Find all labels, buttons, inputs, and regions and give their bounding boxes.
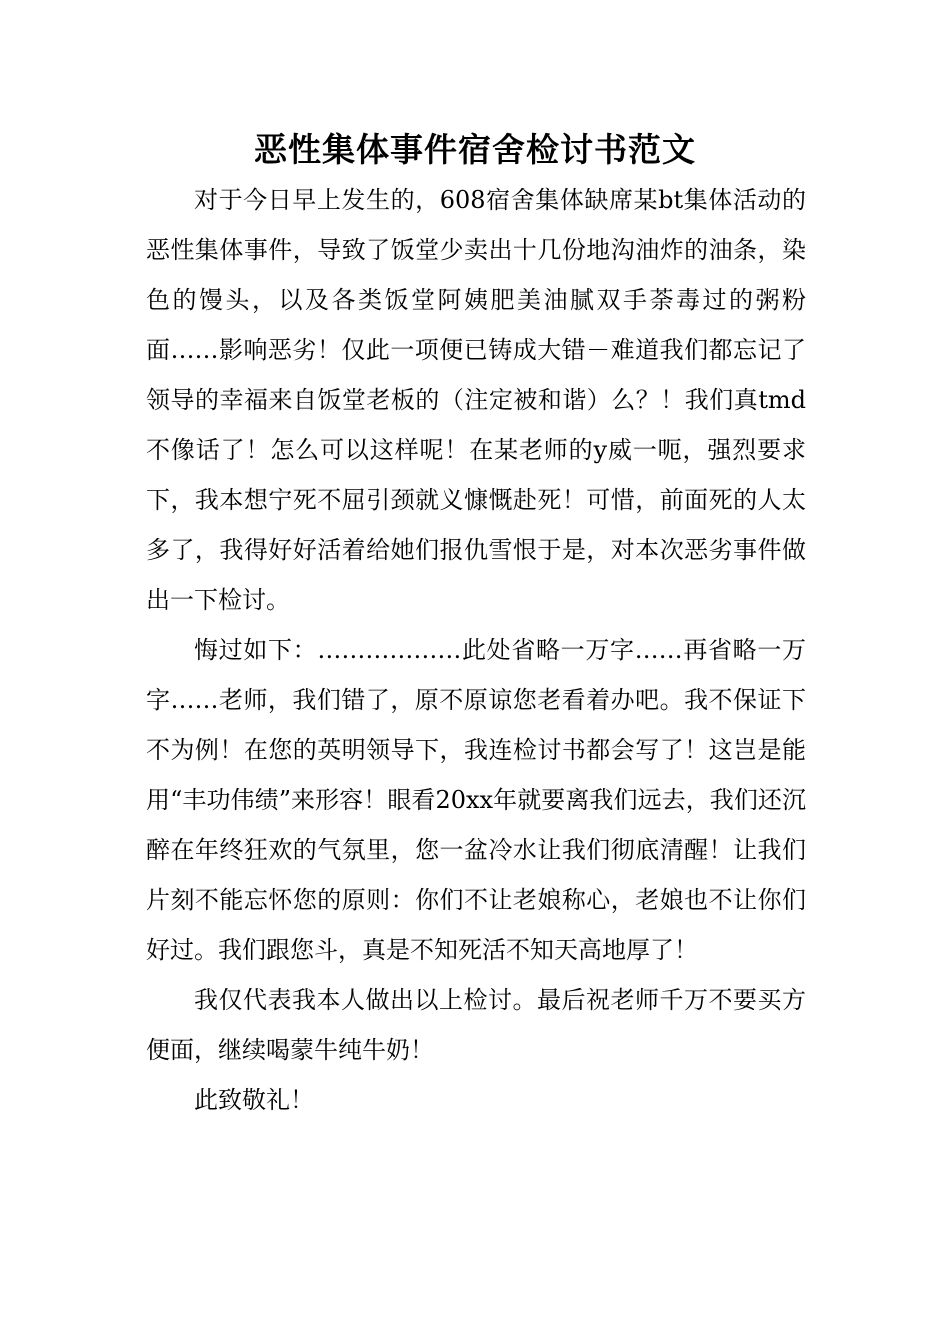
- paragraph-incident: 对于今日早上发生的，608宿舍集体缺席某bt集体活动的恶性集体事件，导致了饭堂少卖出十几份地沟油炸的油条，染色的馒头，以及各类饭堂阿姨肥美油腻双手荼毒过的粥粉面……影响恶劣！仅此一项便已铸成大错－难道我们都忘记了领导的幸福来自饭堂老板的（注定被和谐）么？！我们真tmd不像话了！怎么可以这样呢！在某老师的y威一呃，强烈要求下，我本想宁死不屈引颈就义慷慨赴死！可惜，前面死的人太多了，我得好好活着给她们报仇雪恨于是，对本次恶劣事件做出一下检讨。: [146, 186, 806, 614]
- document-body: [146, 175, 806, 1125]
- paragraph-salutation: 此致敬礼！: [194, 1086, 314, 1114]
- paragraph-closing: 我仅代表我本人做出以上检讨。最后祝老师千万不要买方便面，继续喝蒙牛纯牛奶！: [146, 986, 806, 1064]
- paragraph-repentance: 悔过如下：………………此处省略一万字……再省略一万字……老师，我们错了，原不原谅您老看着办吧。我不保证下不为例！在您的英明领导下，我连检讨书都会写了！这岂是能用“丰功伟绩”来形容！眼看20xx年就要离我们远去，我们还沉醉在年终狂欢的气氛里，您一盆冷水让我们彻底清醒！让我们片刻不能忘怀您的原则：你们不让老娘称心，老娘也不让你们好过。我们跟您斗，真是不知死活不知天高地厚了！: [146, 636, 806, 964]
- document-title: 恶性集体事件宿舍检讨书范文: [254, 130, 696, 169]
